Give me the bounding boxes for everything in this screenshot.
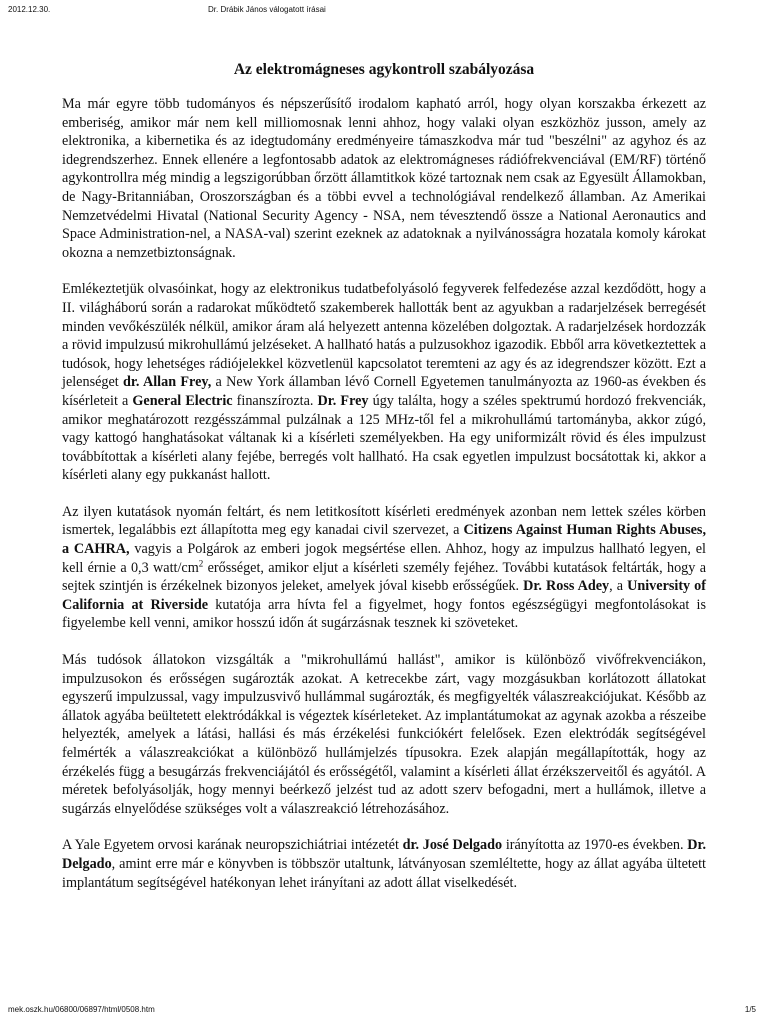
name-dr-frey: Dr. Frey (317, 392, 369, 409)
paragraph-2-text-3: finanszírozta. (236, 392, 314, 409)
name-uc-riverside: University of California at Riverside (62, 578, 706, 613)
paragraph-5 (62, 836, 706, 892)
article-title: Az elektromágneses agykontroll szabályozása (233, 61, 535, 78)
paragraph-3 (62, 503, 706, 633)
print-footer (8, 1005, 756, 1017)
paragraph-1: Ma már egyre több tudományos és népszerűsítő irodalom kapható arról, hogy olyan korszakba érkezett az emberiség, amikor már nem kell milliomosnak lenni ahhoz, hogy valaki olyan eszközhöz jusson, amely az elektronika, a kibernetika és az idegtudomány eredményeire támaszkodva már tud "beszélni" az agyhoz és az idegrendszerhez. Ennek ellenére a legfontosabb adatok az elektromágneses rádiófrekvenciával (EM/RF) történő agykontrollra még mindig a legszigorúbban őrzött államtitkok közé tartoznak nem csak az Egyesült Államokban, de Nagy-Britanniában, Oroszországban és a többi evvel a technológiával rendelkező államban. Az Amerikai Nemzetvédelmi Hivatal (National Security Agency - NSA, nem tévesztendő össze a National Aeronautics and Space Administration-nel, a NASA-val) szerint ezeknek az adatoknak a nyilvánosságra hozatala komoly károkat okozna a nemzetbiztonságnak. (62, 96, 706, 261)
print-header (8, 5, 756, 17)
paragraph-5-text-1: A Yale Egyetem orvosi karának neuropszichiátriai intézetét (62, 837, 399, 854)
superscript-2: 2 (198, 557, 204, 568)
paragraph-2-text-4: úgy találta, hogy a széles spektrumú hordozó frekvenciák, amikor meghatározott rezgésszámmal pulzálnak a 125 MHz-től fel a mikrohullámú tartományba, akkor zúgó, vagy kattogó hanghatásokat váltanak ki a kísérleti személyekben. Ha egy uniformizált rövid és éles impulzust továbbítottak a kísérleti alany fejébe, berregés volt hallható. Ha csak egyetlen impulzust bocsátottak ki, akkor a kísérleti alany egy pukkanást hallott. (62, 392, 707, 484)
paragraph-5-text-2: irányította az 1970-es években. (505, 837, 684, 854)
name-cahra: Citizens Against Human Rights Abuses, a CAHRA, (62, 522, 706, 558)
paragraph-2-text-2: a New York államban lévő Cornell Egyetemen tanulmányozta az 1960-as években és kísérleteit a (62, 374, 706, 409)
print-page-number: 1/5 (744, 1005, 756, 1014)
article (62, 60, 706, 910)
name-allan-frey: dr. Allan Frey, (123, 374, 212, 391)
name-jose-delgado: dr. José Delgado (402, 837, 503, 854)
name-dr-delgado: Dr. Delgado (62, 837, 707, 872)
print-date: 2012.12.30. (8, 5, 51, 14)
print-document-title: Dr. Drábik János válogatott írásai (208, 5, 326, 14)
paragraph-3-text-3: erősséget, amikor eljut a kísérleti személy fejéhez. További kutatások feltárták, hogy a sejtek szintjén is érzékelnek bizonyos jeleket, amelyek jóval kisebb erősségűek. (62, 559, 706, 595)
paragraph-3-text-5: kutatója arra hívta fel a figyelmet, hogy fontos egészségügyi megfontolásokat is figyelembe kell venni, amikor hosszú időn át sugárzásnak tesznek ki szöveteket. (62, 596, 707, 632)
print-url: mek.oszk.hu/06800/06897/html/0508.htm (8, 1005, 155, 1014)
paragraph-4: Más tudósok állatokon vizsgálták a "mikrohullámú hallást", amikor is különböző vivőfrekvenciákon, impulzusokon és erősségen sugározták azokat. A ketrecekbe zárt, vagy mozgásukban korlátozott állatokat egyszerű impulzussal, vagy impulzusvivő hullámmal sugározták, és megfigyelték válaszreakciójukat. Később az állatok agyába beültetett elektródákkal is végeztek kísérleteket. Az implantátumokat az agynak azokba a részeibe helyezték, amelyek a látási, hallási és más érzékelési funkciókért felelősek. Ezen elektródák segítségével felmérték a válaszreakciókat a különböző hullámjelzés típusokra. Ezek alapján megállapították, hogy az érzékelés függ a besugárzás frekvenciájától és erősségétől, valamint a kísérleti állat érzékszerveitől és agyától. A méretek befolyásolják, hogy mennyi beérkező jelzést tud az adott szerv befogadni, mert a hullámok, illetve a sugárzás elnyelődése szükséges volt a válaszreakció létrehozásához. (62, 652, 706, 817)
paragraph-3-text-2: vagyis a Polgárok az emberi jogok megsértése ellen. Ahhoz, hogy az impulzus hallható legyen, el kell érnie a 0,3 watt/cm (62, 541, 706, 576)
paragraph-2 (62, 280, 706, 485)
name-general-electric: General Electric (132, 392, 233, 409)
paragraph-3-text-1: Az ilyen kutatások nyomán feltárt, és nem letitkosított kísérleti eredmények azonban nem lettek széles körben ismertek, legalábbis ezt állapította meg egy kanadai civil szervezet, a (62, 503, 706, 539)
name-ross-adey: Dr. Ross Adey (523, 578, 610, 595)
paragraph-3-text-4: , a (609, 578, 624, 595)
paragraph-5-text-3: , amint erre már e könyvben is többször utaltunk, látványosan szemléltette, hogy az állat agyába ültetett implantátum segítségével hatékonyan lehet irányítani az adott állat viselkedését. (62, 855, 706, 891)
paragraph-2-text-1: Emlékeztetjük olvasóinkat, hogy az elektronikus tudatbefolyásoló fegyverek felfedezése azzal kezdődött, hogy a II. világháború során a radarokat működtető szakemberek hallották bent az agyukban a radarjelzések berregését minden vevőkészülék nélkül, amikor áram alá helyezett antenna közelében dolgoztak. A radarjelzések hordozzák a rövid impulzusú mikrohullámú jelzéseket. A hallható hatás a pulzusokhoz igazodik. Ebből arra következtettek a tudósok, hogy lehetséges rádiójelekkel közvetlenül kapcsolatot teremteni az agy és az idegrendszer között. Ezt a jelenséget (62, 281, 706, 391)
